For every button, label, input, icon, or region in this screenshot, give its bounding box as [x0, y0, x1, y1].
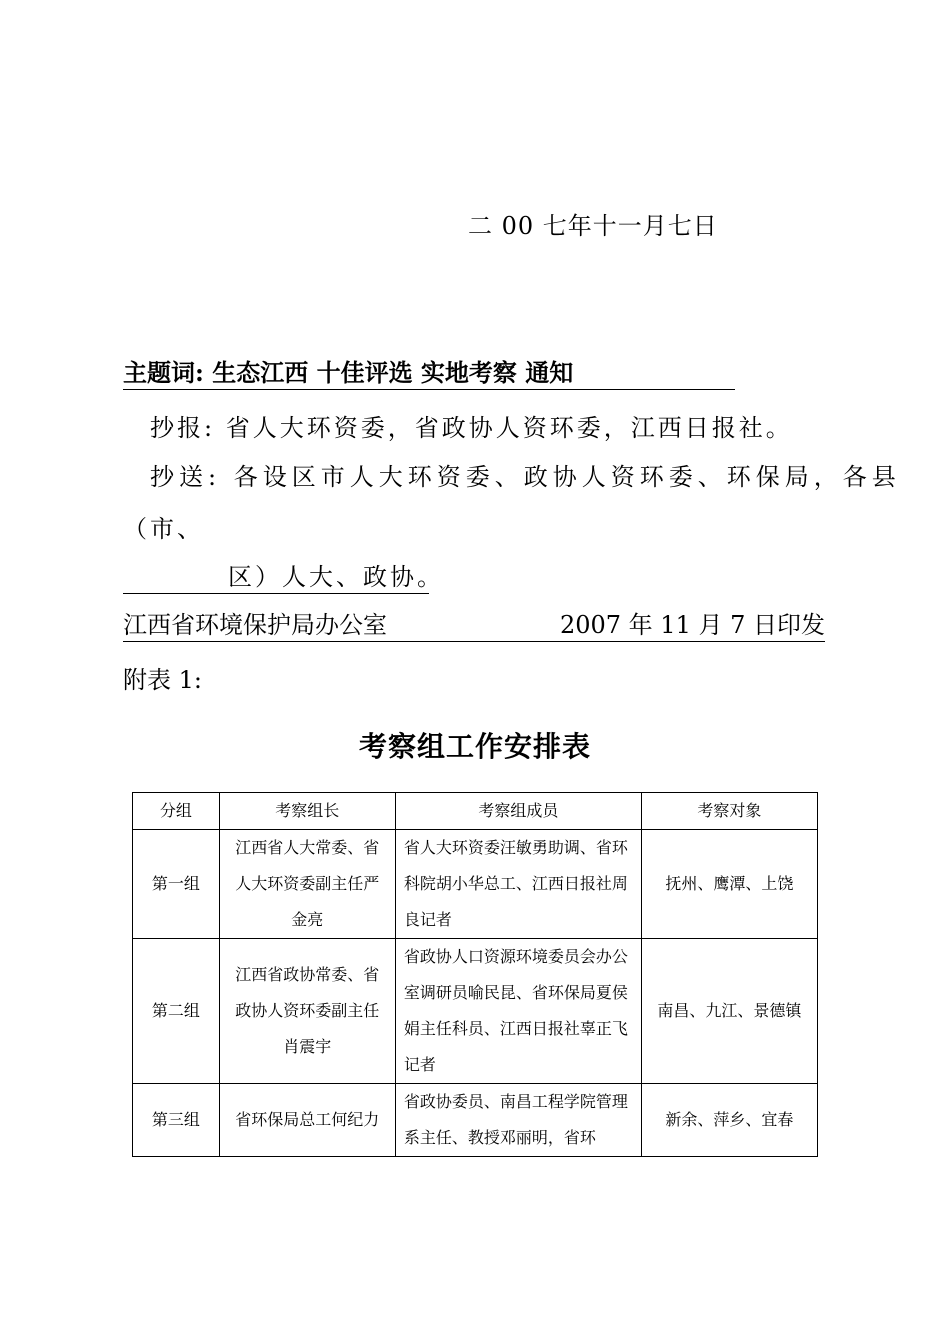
table-row: [133, 830, 818, 939]
document-date: 二 00 七年十一月七日: [468, 212, 718, 240]
header-targets: 考察对象: [641, 793, 817, 830]
table-row: [133, 1084, 818, 1157]
cell-targets: 南昌、九江、景德镇: [641, 939, 817, 1084]
cell-targets: 新余、萍乡、宜春: [641, 1084, 817, 1157]
issue-date: 2007 年 11 月 7 日印发: [559, 611, 825, 639]
schedule-table: [132, 792, 818, 1157]
issuer-row: [123, 605, 825, 642]
cell-members: 省政协人口资源环境委员会办公室调研员喻民昆、省环保局夏侯娟主任科员、江西日报社辜正飞记者: [395, 939, 641, 1084]
header-members: 考察组成员: [395, 793, 641, 830]
send-to-continuation: （市、: [123, 515, 204, 543]
cell-targets: 抚州、鹰潭、上饶: [641, 830, 817, 939]
cell-leader: 省环保局总工何纪力: [219, 1084, 395, 1157]
cell-leader: 江西省政协常委、省政协人资环委副主任肖震宇: [219, 939, 395, 1084]
subject-keywords: 主题词: 生态江西 十佳评选 实地考察 通知: [123, 353, 735, 390]
send-to-end-line: [123, 557, 444, 594]
header-group: 分组: [133, 793, 220, 830]
header-leader: 考察组长: [219, 793, 395, 830]
send-to-end-text: 区）人大、政协。: [228, 563, 444, 591]
table-title: 考察组工作安排表: [358, 730, 591, 763]
cell-leader: 江西省人大常委、省人大环资委副主任严金亮: [219, 830, 395, 939]
table-header-row: [133, 793, 818, 830]
issuer-name: 江西省环境保护局办公室: [123, 611, 387, 639]
cell-group: 第二组: [133, 939, 220, 1084]
cell-group: 第一组: [133, 830, 220, 939]
report-to-line: 抄报: 省人大环资委，省政协人资环委，江西日报社。: [150, 414, 793, 442]
attachment-label: 附表 1:: [123, 666, 202, 694]
cell-members: 省人大环资委汪敏勇助调、省环科院胡小华总工、江西日报社周良记者: [395, 830, 641, 939]
cell-group: 第三组: [133, 1084, 220, 1157]
send-to-line: 抄送: 各设区市人大环资委、政协人资环委、环保局，各县: [150, 463, 901, 491]
table-row: [133, 939, 818, 1084]
cell-members: 省政协委员、南昌工程学院管理系主任、教授邓丽明，省环: [395, 1084, 641, 1157]
